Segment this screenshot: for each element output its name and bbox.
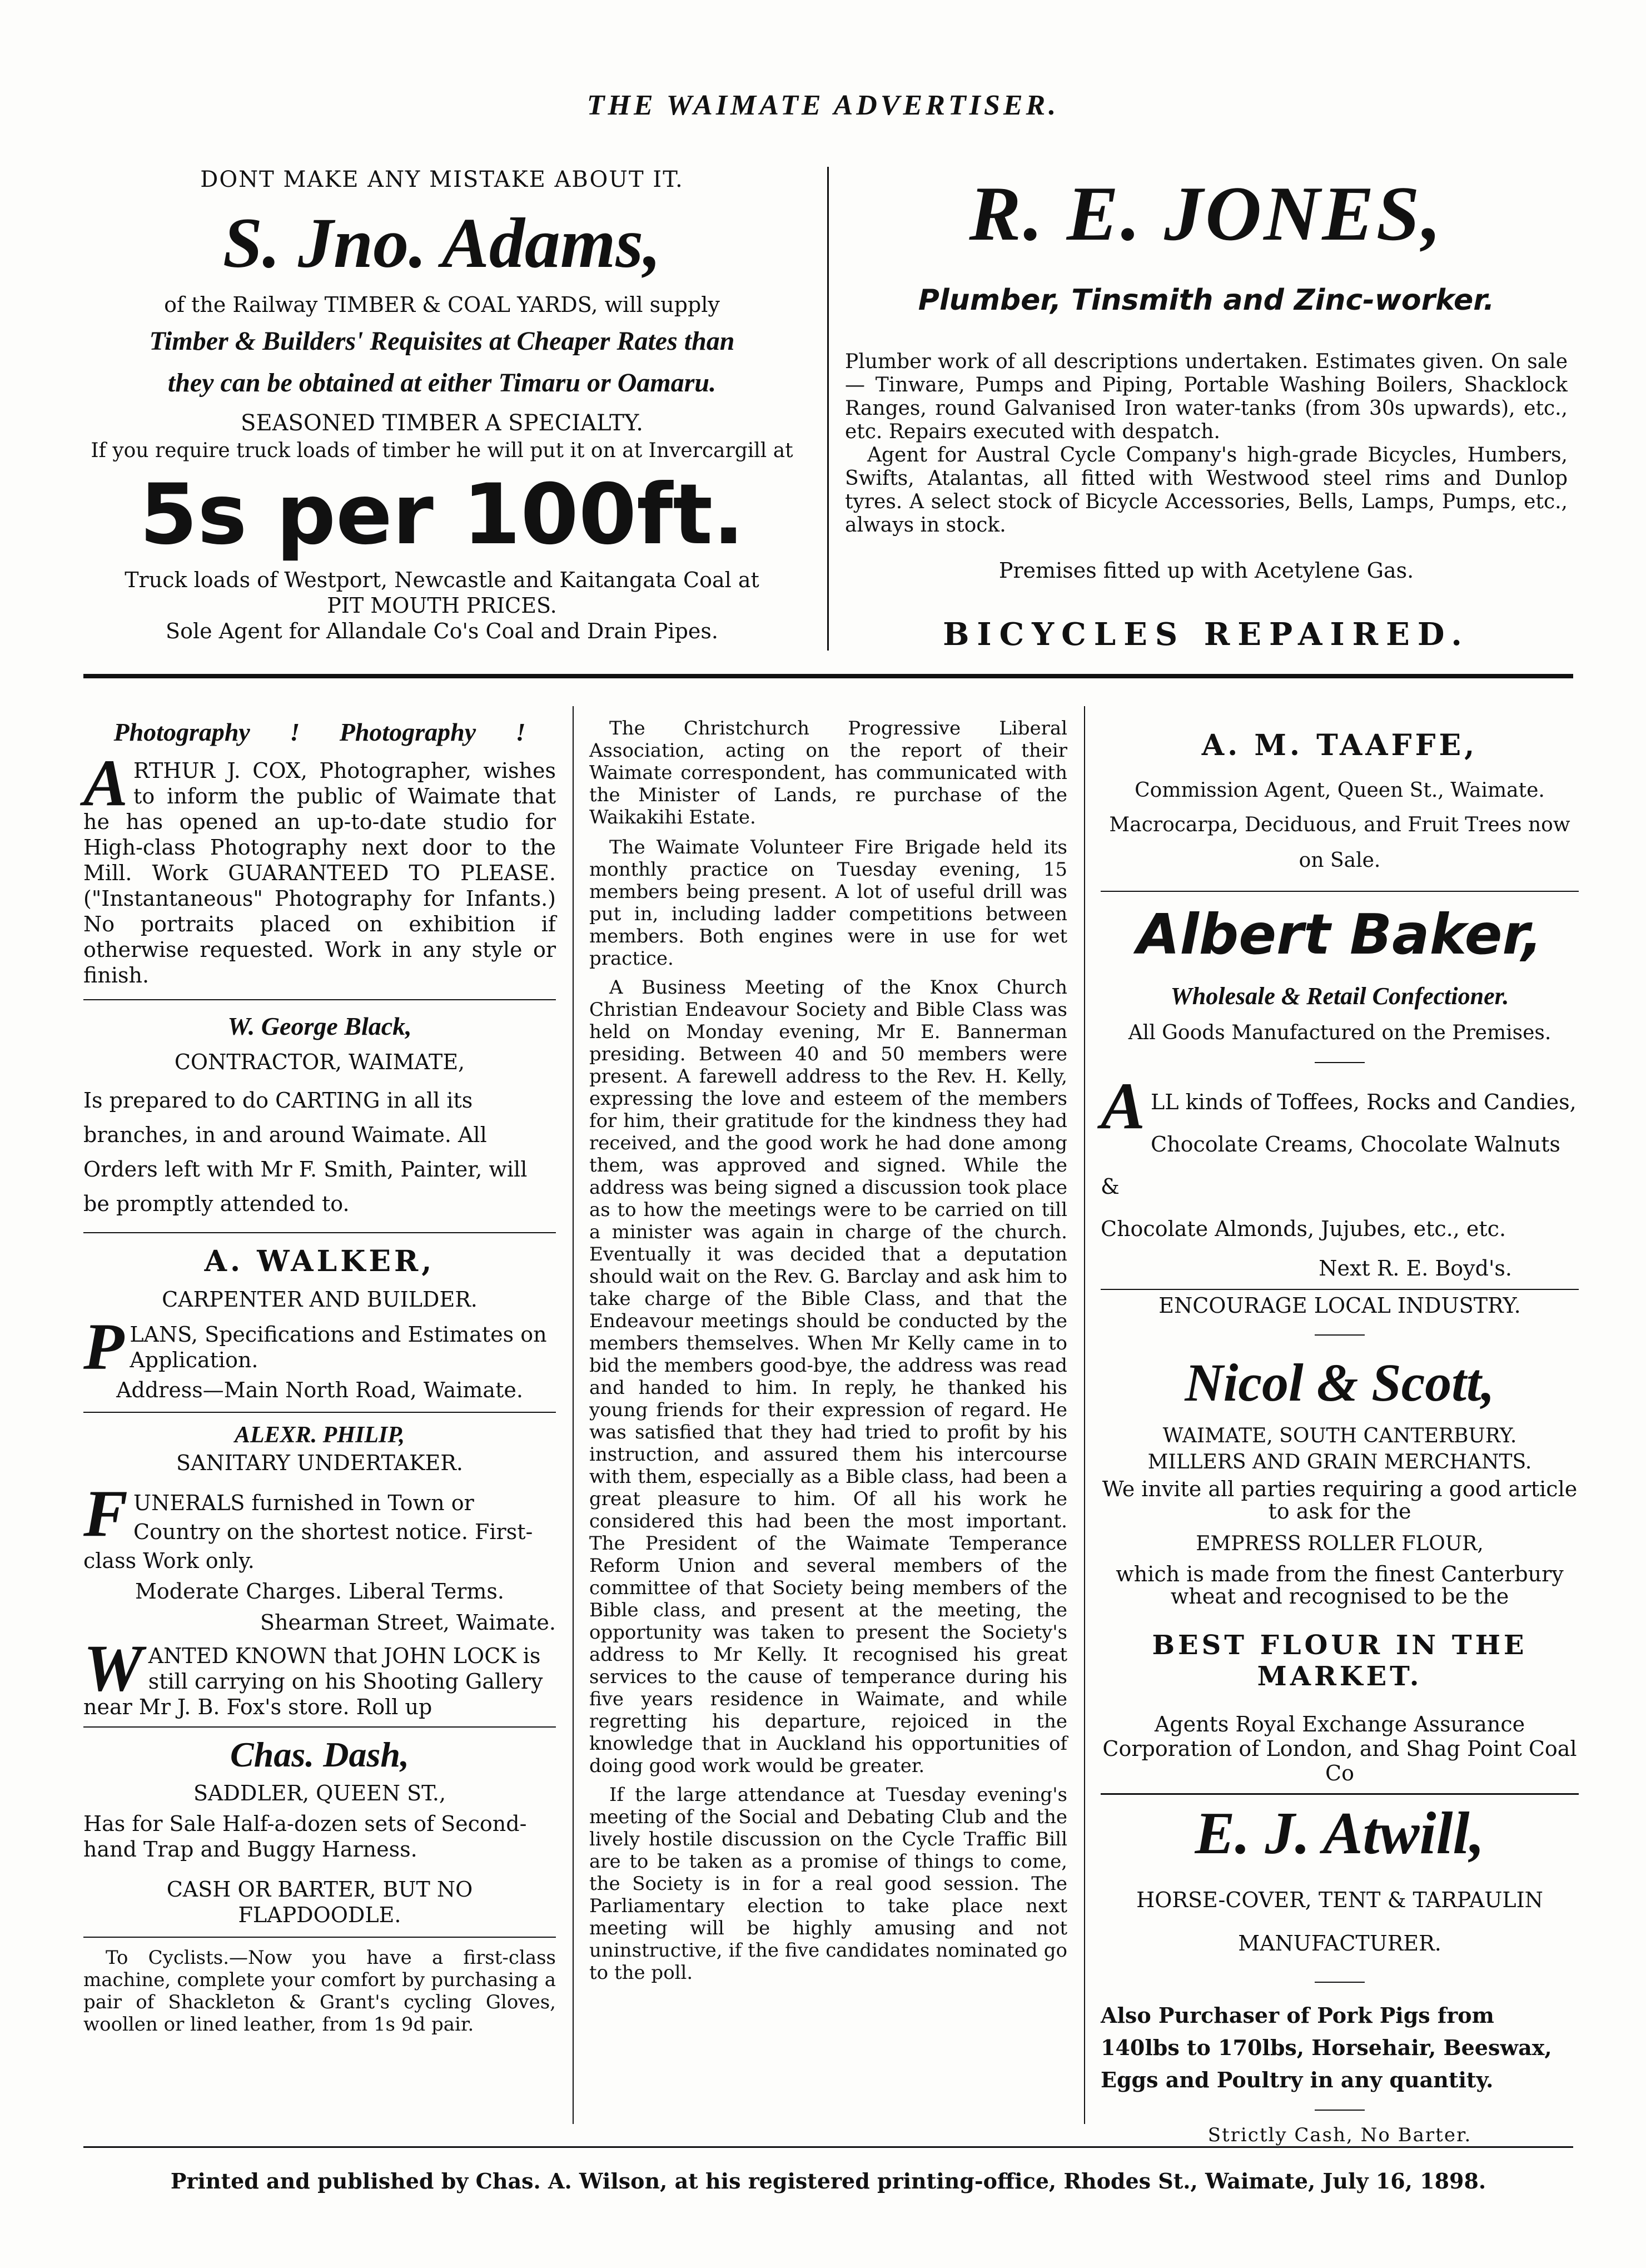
jones-premises: Premises fitted up with Acetylene Gas. [998, 558, 1414, 583]
news-4: If the large attendance at Tuesday evening's meeting of the Social and Debating Club and the lively hostile discussion on the Cycle Traffic Bill are to be taken as a promise of things to come, the Society is in for a real good session. The Parliamentary election to take place next meeting will be highly amusing and not uninstructive, if the five candidates nominated go to the poll. [589, 1784, 1067, 1984]
philip-name: ALEXR. PHILIP, [234, 1422, 405, 1448]
baker-name: Albert Baker, [1136, 902, 1543, 967]
nicol-invite: We invite all parties requiring a good article to ask for the [1102, 1477, 1578, 1523]
walker-name: A. WALKER, [204, 1244, 435, 1278]
jones-name: R. E. JONES, [969, 171, 1444, 257]
adams-line7: PIT MOUTH PRICES. [327, 593, 557, 618]
cyclists-note: To Cyclists.—Now you have a first-class machine, complete your comfort by purchasing a pair of Shackleton & Grant's cycling Gloves, woollen or lined leather, from 1s 9d pair. [83, 1947, 556, 2036]
column-middle [589, 717, 1067, 1984]
footer-imprint: Printed and published by Chas. A. Wilson, at his registered printing-office, Rhodes St., Waimate, July 16, 1898. [170, 2168, 1486, 2193]
column-left [83, 717, 556, 2036]
dash-cash: CASH OR BARTER, BUT NO FLAPDOODLE. [166, 1877, 473, 1927]
jones-footer: BICYCLES REPAIRED. [943, 616, 1470, 653]
baker-dropcap: A [1101, 1069, 1146, 1143]
adams-line2: Timber & Builders' Requisites at Cheaper Rates than [149, 326, 735, 356]
jones-body: Plumber work of all descriptions undertaken. Estimates given. On sale— Tinware, Pumps and Piping, Portable Washing Boilers, Shacklock Ranges, round Galvanised Iron water-tanks (from 30s upwards), etc., etc. Repairs executed with despatch. [845, 350, 1568, 443]
philip-body [83, 1476, 556, 1575]
rule-1 [83, 999, 556, 1000]
taaffe-name: A. M. TAAFFE, [1201, 728, 1478, 762]
lock-text: ANTED KNOWN that JOHN LOCK is still carrying on his Shooting Gallery near Mr J. B. Fox's store. Roll up [83, 1644, 543, 1719]
taaffe-trade: Commission Agent, Queen St., Waimate. [1135, 779, 1545, 802]
taaffe-trees: Macrocarpa, Deciduous, and Fruit Trees now on Sale. [1109, 813, 1570, 872]
nicol-trade: MILLERS AND GRAIN MERCHANTS. [1147, 1451, 1532, 1473]
baker-list [1101, 1069, 1579, 1250]
baker-list3: Chocolate Almonds, Jujubes, etc., etc. [1101, 1217, 1506, 1241]
black-body: Is prepared to do CARTING in all its branches, in and around Waimate. All Orders left with Mr F. Smith, Painter, will be promptly attended to. [83, 1088, 528, 1216]
rule-3 [83, 1412, 556, 1413]
adams-name: S. Jno. Adams, [222, 204, 662, 282]
rule-4 [83, 1726, 556, 1728]
news-1: The Christchurch Progressive Liberal Association, acting on the report of their Waimate correspondent, has communicated with the Minister of Lands, re purchase of the Waikakihi Estate. [589, 717, 1067, 828]
column-divider-1 [573, 706, 574, 2124]
jones-trade: Plumber, Tinsmith and Zinc-worker. [918, 284, 1495, 317]
jones-ad [845, 167, 1568, 653]
walker-text: LANS, Specifications and Estimates on Application. [130, 1322, 547, 1372]
rule-6b [1315, 1062, 1365, 1063]
atwill-body: Also Purchaser of Pork Pigs from 140lbs to 170lbs, Horsehair, Beeswax, Eggs and Poultry in any quantity. [1101, 2003, 1552, 2092]
baker-goods: All Goods Manufactured on the Premises. [1128, 1021, 1551, 1044]
rule-7b [1315, 1334, 1365, 1336]
dash-name: Chas. Dash, [230, 1735, 409, 1774]
rule-8b [1315, 1982, 1365, 1983]
atwill-name: E. J. Atwill, [1195, 1800, 1485, 1867]
baker-next: Next R. E. Boyd's. [1319, 1256, 1512, 1281]
atwill-trade: HORSE-COVER, TENT & TARPAULIN MANUFACTURER. [1136, 1888, 1543, 1956]
adams-line6: Truck loads of Westport, Newcastle and Kaitangata Coal at [125, 568, 759, 592]
column-right [1101, 728, 1579, 2146]
adams-kicker: DONT MAKE ANY MISTAKE ABOUT IT. [200, 167, 684, 192]
lock-dropcap: W [83, 1631, 143, 1705]
walker-addr: Address—Main North Road, Waimate. [116, 1378, 523, 1402]
atwill-cash: Strictly Cash, No Barter. [1207, 2124, 1472, 2146]
encourage-text: ENCOURAGE LOCAL INDUSTRY. [1158, 1293, 1521, 1318]
philip-text: UNERALS furnished in Town or Country on the shortest notice. First-class Work only. [83, 1491, 533, 1573]
rule-2 [83, 1232, 556, 1233]
black-name: W. George Black, [227, 1012, 412, 1040]
black-trade: CONTRACTOR, WAIMATE, [174, 1050, 465, 1074]
news-2: The Waimate Volunteer Fire Brigade held its monthly practice on Tuesday evening, 15 members being present. A lot of useful drill was put in, including ladder competitions between members. Both engines were in use for wet practice. [589, 836, 1067, 970]
section-rule [83, 674, 1573, 678]
column-divider-2 [1084, 706, 1085, 2124]
philip-trade: SANITARY UNDERTAKER. [176, 1451, 463, 1475]
dash-body: Has for Sale Half-a-dozen sets of Second-hand Trap and Buggy Harness. [83, 1812, 527, 1862]
top-column-divider [827, 167, 829, 651]
philip-terms: Moderate Charges. Liberal Terms. [135, 1579, 505, 1604]
rule-5 [83, 1937, 556, 1938]
nicol-which: which is made from the finest Canterbury wheat and recognised to be the [1116, 1562, 1564, 1609]
rule-8c [1315, 2110, 1365, 2111]
lock-body [83, 1631, 556, 1720]
adams-price: 5s per 100ft. [139, 466, 745, 563]
nicol-agents: Agents Royal Exchange Assurance Corporation of London, and Shag Point Coal Co [1102, 1712, 1577, 1785]
rule-8 [1101, 1793, 1579, 1795]
nicol-place: WAIMATE, SOUTH CANTERBURY. [1162, 1425, 1517, 1447]
photo-body [83, 746, 556, 988]
nicol-name: Nicol & Scott, [1185, 1353, 1495, 1412]
masthead-title: THE WAIMATE ADVERTISER. [586, 90, 1060, 121]
adams-line1: of the Railway TIMBER & COAL YARDS, will supply [164, 292, 720, 317]
philip-addr: Shearman Street, Waimate. [260, 1610, 556, 1635]
adams-ad [72, 167, 812, 643]
walker-trade: CARPENTER AND BUILDER. [162, 1287, 478, 1312]
photo-text: RTHUR J. COX, Photographer, wishes to inform the public of Waimate that he has opened an up-to-date studio for High-class Photography next door to the Mill. Work GUARANTEED TO PLEASE. ("Instantaneous" Photography for Infants.) No portraits placed on exhibition if otherwise requested. Work in any style or finish. [83, 758, 556, 987]
news-3: A Business Meeting of the Knox Church Christian Endeavour Society and Bible Class was held on Monday evening, Mr E. Bannerman presiding. Between 40 and 50 members were present. A farewell address to the Rev. H. Kelly, expressing the love and esteem of the members for him, their gratitude for the kindness they had received, and the good work he had done among them, was approved and signed. While the address was being signed a discussion took place as to how the meetings were to be carried on till a minister was again in charge of the church. Eventually it was decided that a deputation should wait on the Rev. G. Barclay and ask him to take charge of the Bible Class, and that the Endeavour meetings should be conducted by the members themselves. When Mr Kelly came in to bid the members good-bye, the address was read and handed to him. In reply, he thanked his young friends for their expression of regard. He was satisfied that they had tried to profit by his instruction, and assured them his intercourse with them, especially as a Bible class, had been a great pleasure to him. Of all his work he considered this had been the most important. The President of the Waimate Temperance Reform Union and several members of the committee of that Society being members of the Bible class, and present at the meeting, the opportunity was taken to present the Society's address to Mr Kelly. It recognised his great services to the cause of temperance during his five years residence in Waimate, and while regretting his departure, rejoiced in the knowledge that in Auckland his opportunities of doing good work would be greater. [589, 976, 1067, 1777]
baker-trade: Wholesale & Retail Confectioner. [1170, 982, 1509, 1010]
adams-line3: they can be obtained at either Timaru or Oamaru. [167, 368, 717, 398]
walker-body [83, 1309, 556, 1383]
adams-line4: SEASONED TIMBER A SPECIALTY. [241, 410, 643, 436]
rule-7 [1101, 1289, 1579, 1290]
adams-line5: If you require truck loads of timber he will put it on at Invercargill at [91, 439, 793, 462]
photo-head: Photography ! Photography ! [113, 718, 526, 746]
photo-dropcap: A [83, 746, 128, 820]
rule-6 [1101, 891, 1579, 892]
jones-body2: Agent for Austral Cycle Company's high-grade Bicycles, Humbers, Swifts, Atalantas, all fitted with Westwood steel rims and Dunlop tyres. A select stock of Bicycle Accessories, Bells, Lamps, Pumps, etc., always in stock. [845, 444, 1568, 537]
baker-list1: LL kinds of Toffees, Rocks and Candies, [1151, 1090, 1577, 1114]
baker-list2: Chocolate Creams, Chocolate Walnuts & [1101, 1132, 1560, 1199]
adams-line8: Sole Agent for Allandale Co's Coal and Drain Pipes. [166, 619, 718, 643]
nicol-best: BEST FLOUR IN THE MARKET. [1152, 1630, 1528, 1692]
walker-dropcap: P [83, 1309, 125, 1383]
philip-dropcap: F [83, 1476, 128, 1550]
nicol-flour: EMPRESS ROLLER FLOUR, [1196, 1532, 1484, 1555]
bottom-rule [83, 2146, 1573, 2148]
dash-trade: SADDLER, QUEEN ST., [193, 1781, 446, 1805]
